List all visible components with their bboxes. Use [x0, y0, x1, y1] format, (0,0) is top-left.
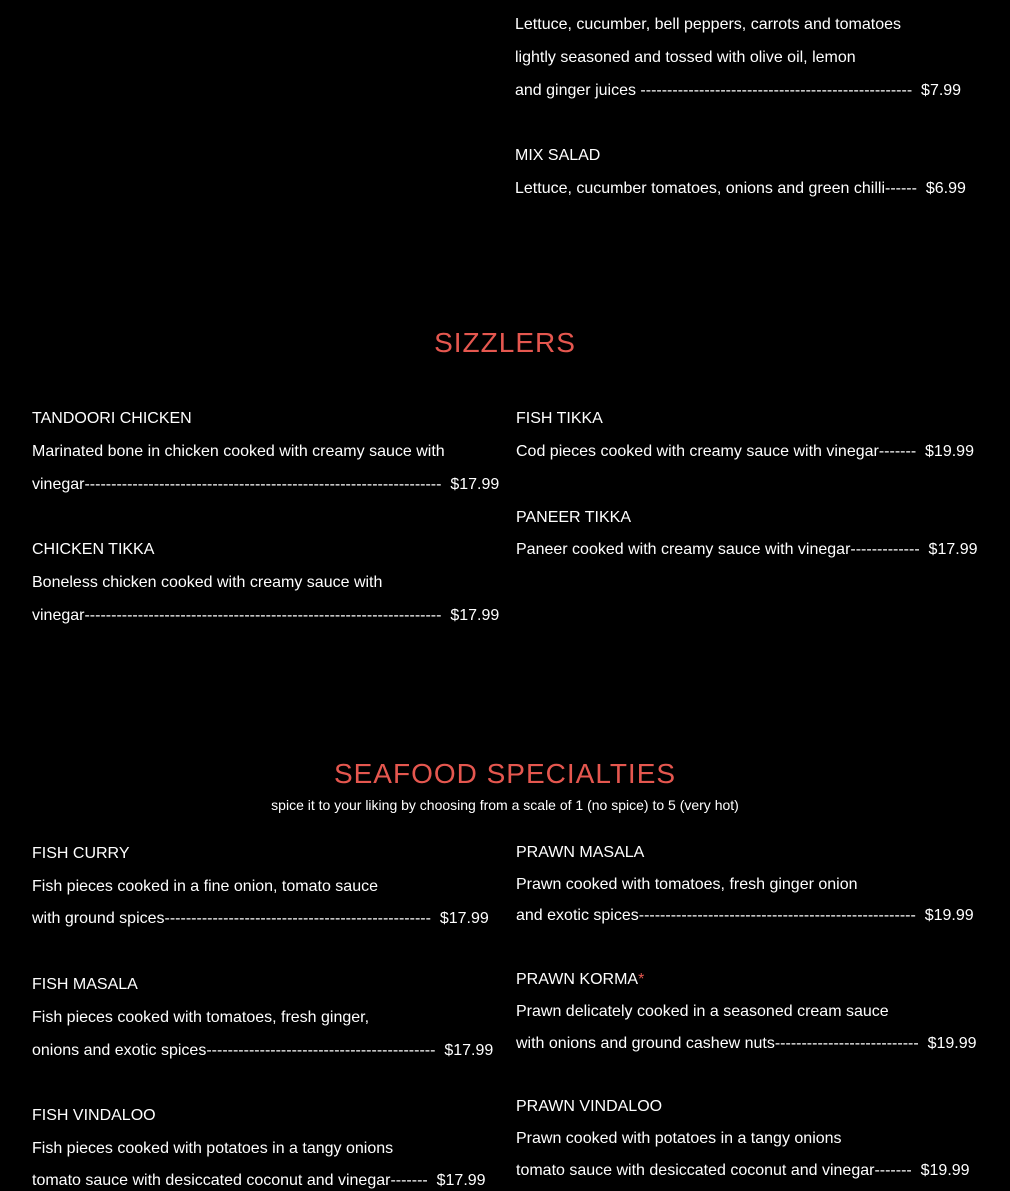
prawn-korma-line-1: Prawn delicately cooked in a seasoned cream sauce — [516, 1003, 889, 1020]
chicken-tikka-name: CHICKEN TIKKA — [32, 541, 155, 558]
salad-description-line-1: Lettuce, cucumber, bell peppers, carrots and tomatoes — [515, 16, 901, 33]
prawn-vindaloo-line-2: tomato sauce with desiccated coconut and vinegar------- $19.99 — [516, 1162, 970, 1179]
fish-curry-name: FISH CURRY — [32, 845, 130, 862]
prawn-masala-line-1: Prawn cooked with tomatoes, fresh ginger onion — [516, 876, 858, 893]
seafood-subtitle: spice it to your liking by choosing from a scale of 1 (no spice) to 5 (very hot) — [271, 797, 739, 813]
fish-curry-line-2: with ground spices-------------------------------------------------- $17.99 — [32, 910, 489, 927]
chicken-tikka-line-2: vinegar------------------------------------------------------------------- $17.99 — [32, 607, 500, 624]
fish-masala-line-2: onions and exotic spices------------------------------------------- $17.99 — [32, 1042, 494, 1059]
prawn-masala-name: PRAWN MASALA — [516, 844, 645, 861]
fish-vindaloo-line-2: tomato sauce with desiccated coconut and vinegar------- $17.99 — [32, 1172, 486, 1189]
fish-vindaloo-line-1: Fish pieces cooked with potatoes in a tangy onions — [32, 1140, 394, 1157]
prawn-korma-marker: * — [638, 971, 645, 988]
tandoori-chicken-name: TANDOORI CHICKEN — [32, 410, 192, 427]
chicken-tikka-line-1: Boneless chicken cooked with creamy sauce with — [32, 574, 383, 591]
fish-curry-line-1: Fish pieces cooked in a fine onion, tomato sauce — [32, 878, 378, 895]
fish-masala-line-1: Fish pieces cooked with tomatoes, fresh ginger, — [32, 1009, 370, 1026]
fish-tikka-name: FISH TIKKA — [516, 410, 603, 427]
paneer-tikka-name: PANEER TIKKA — [516, 509, 631, 526]
salad-description-line-3: and ginger juices --------------------------------------------------- $7.99 — [515, 82, 962, 99]
fish-masala-name: FISH MASALA — [32, 976, 138, 993]
prawn-masala-line-2: and exotic spices---------------------------------------------------- $19.99 — [516, 907, 974, 924]
sizzlers-title: SIZZLERS — [434, 327, 576, 358]
fish-vindaloo-name: FISH VINDALOO — [32, 1107, 156, 1124]
fish-tikka-line-1: Cod pieces cooked with creamy sauce with vinegar------- $19.99 — [516, 443, 974, 460]
prawn-vindaloo-name: PRAWN VINDALOO — [516, 1098, 663, 1115]
prawn-vindaloo-line-1: Prawn cooked with potatoes in a tangy onions — [516, 1130, 842, 1147]
tandoori-chicken-line-1: Marinated bone in chicken cooked with creamy sauce with — [32, 443, 445, 460]
paneer-tikka-line-1: Paneer cooked with creamy sauce with vinegar------------- $17.99 — [516, 541, 978, 558]
tandoori-chicken-line-2: vinegar------------------------------------------------------------------- $17.99 — [32, 476, 500, 493]
prawn-korma-line-2: with onions and ground cashew nuts--------------------------- $19.99 — [516, 1035, 977, 1052]
prawn-korma-name-row — [516, 970, 644, 990]
mix-salad-name: MIX SALAD — [515, 147, 601, 164]
prawn-korma-name: PRAWN KORMA — [516, 971, 639, 988]
seafood-title: SEAFOOD SPECIALTIES — [333, 758, 677, 789]
salad-description-line-2: lightly seasoned and tossed with olive oil, lemon — [515, 49, 856, 66]
mix-salad-description: Lettuce, cucumber tomatoes, onions and green chilli------ $6.99 — [515, 180, 966, 197]
